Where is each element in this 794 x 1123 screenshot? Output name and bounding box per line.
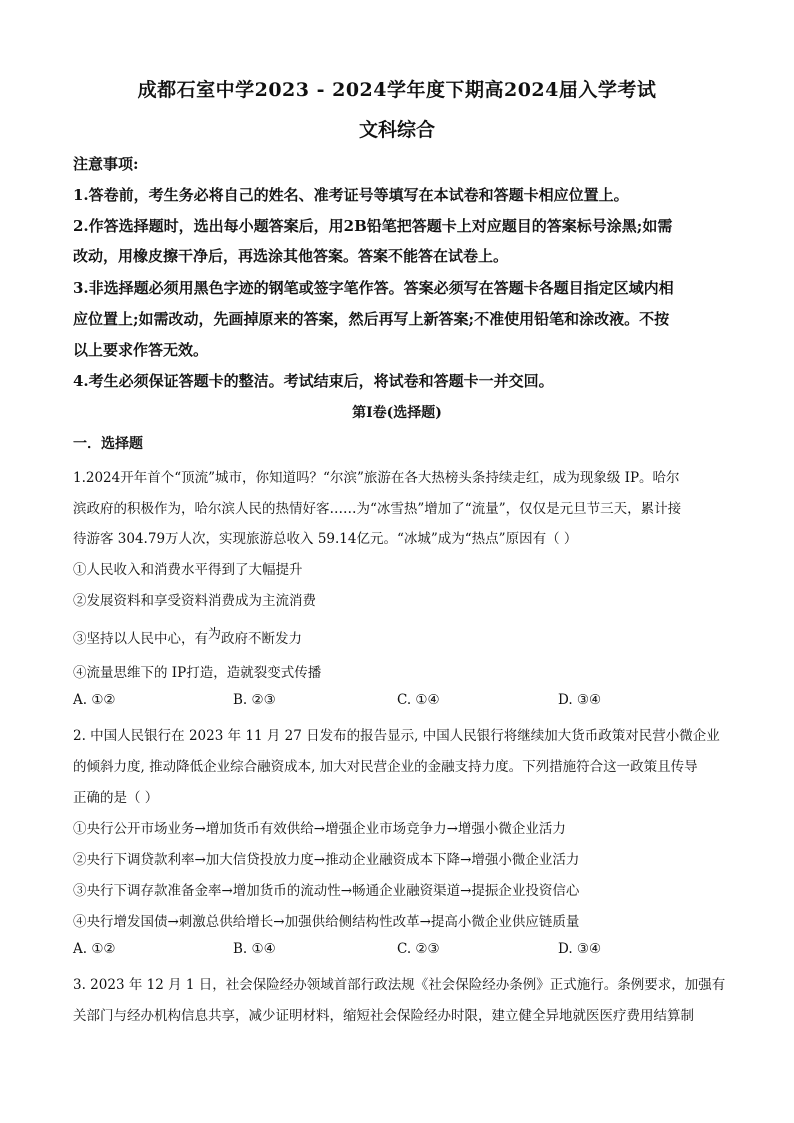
question-3-stem-line: 3. 2023 年 12 月 1 日，社会保险经办领域首部行政法规《社会保险经办条例》正式施行。条例要求，加强有: [73, 977, 726, 993]
question-2-statement: ③央行下调存款准备金率→增加货币的流动性→畅通企业融资渠道→提振企业投资信心: [73, 883, 580, 899]
question-1-option-b[interactable]: B. ②③: [233, 692, 276, 708]
question-2-option-c[interactable]: C. ②③: [397, 941, 440, 957]
part-title: 一．选择题: [73, 436, 143, 452]
question-1-stem-line: 1.2024开年首个“顶流”城市，你知道吗？“尔滨”旅游在各大热榜头条持续走红，成为现象级 IP。哈尔: [73, 470, 680, 486]
question-2-stem-line: 正确的是（ ）: [73, 790, 159, 806]
question-2-statement: ④央行增发国债→刺激总供给增长→加强供给侧结构性改革→提高小微企业供应链质量: [73, 914, 580, 930]
question-2-statement: ②央行下调贷款利率→加大信贷投放力度→推动企业融资成本下降→增强小微企业活力: [73, 852, 580, 868]
notice-item: 2.作答选择题时，选出每小题答案后，用2B铅笔把答题卡上对应题目的答案标号涂黑;如需: [73, 217, 673, 235]
exam-subtitle: 文科综合: [358, 119, 435, 141]
question-1-stem-line: 滨政府的积极作为，哈尔滨人民的热情好客……为“冰雪热”增加了“流量”，仅仅是元旦节三天，累计接: [73, 501, 682, 517]
statement-text: 政府不断发力: [221, 631, 303, 647]
volume-title: 第I卷(选择题): [352, 405, 442, 421]
notice-item: 改动，用橡皮擦干净后，再选涂其他答案。答案不能答在试卷上。: [73, 247, 509, 265]
question-2-option-d[interactable]: D. ③④: [558, 941, 602, 957]
notice-item: 1.答卷前，考生务必将自己的姓名、准考证号等填写在本试卷和答题卡相应位置上。: [73, 186, 629, 204]
question-2-option-b[interactable]: B. ①④: [233, 941, 276, 957]
question-2-stem-line: 的倾斜力度, 推动降低企业综合融资成本, 加大对民营企业的金融支持力度。下列措施符合这一政策且传导: [73, 759, 698, 775]
question-2-stem-line: 2. 中国人民银行在 2023 年 11 月 27 日发布的报告显示, 中国人民银行将继续加大货币政策对民营小微企业: [73, 728, 720, 744]
question-2-statement: ①央行公开市场业务→增加货币有效供给→增强企业市场竞争力→增强小微企业活力: [73, 821, 566, 837]
exam-title: 成都石室中学2023 - 2024学年度下期高2024届入学考试: [137, 79, 657, 101]
question-1-statement: ①人民收入和消费水平得到了大幅提升: [73, 562, 303, 578]
notice-item: 4.考生必须保证答题卡的整洁。考试结束后，将试卷和答题卡一并交回。: [73, 372, 554, 390]
statement-text: ③坚持以人民中心，有: [73, 631, 208, 647]
question-3-stem-line: 关部门与经办机构信息共享，减少证明材料，缩短社会保险经办时限，建立健全异地就医医疗费用结算制: [73, 1008, 694, 1024]
question-1-statement: ④流量思维下的 IP打造，造就裂变式传播: [73, 665, 322, 681]
question-1-statement: [73, 627, 302, 647]
question-1-option-c[interactable]: C. ①④: [397, 692, 440, 708]
statement-text-raised: 为: [208, 627, 222, 642]
question-1-stem-line: 待游客 304.79万人次，实现旅游总收入 59.14亿元。“冰城”成为“热点”原因有（ ）: [73, 531, 578, 547]
question-1-option-a[interactable]: A. ①②: [73, 692, 116, 708]
notice-item: 应位置上;如需改动，先画掉原来的答案，然后再写上新答案;不准使用铅笔和涂改液。不按: [73, 310, 670, 328]
notice-item: 以上要求作答无效。: [73, 341, 209, 359]
notice-item: 3.非选择题必须用黑色字迹的钢笔或签字笔作答。答案必须写在答题卡各题目指定区域内相: [73, 279, 674, 297]
notice-label: 注意事项:: [73, 155, 139, 173]
question-2-option-a[interactable]: A. ①②: [73, 941, 116, 957]
question-1-statement: ②发展资料和享受资料消费成为主流消费: [73, 593, 316, 609]
question-1-option-d[interactable]: D. ③④: [558, 692, 602, 708]
